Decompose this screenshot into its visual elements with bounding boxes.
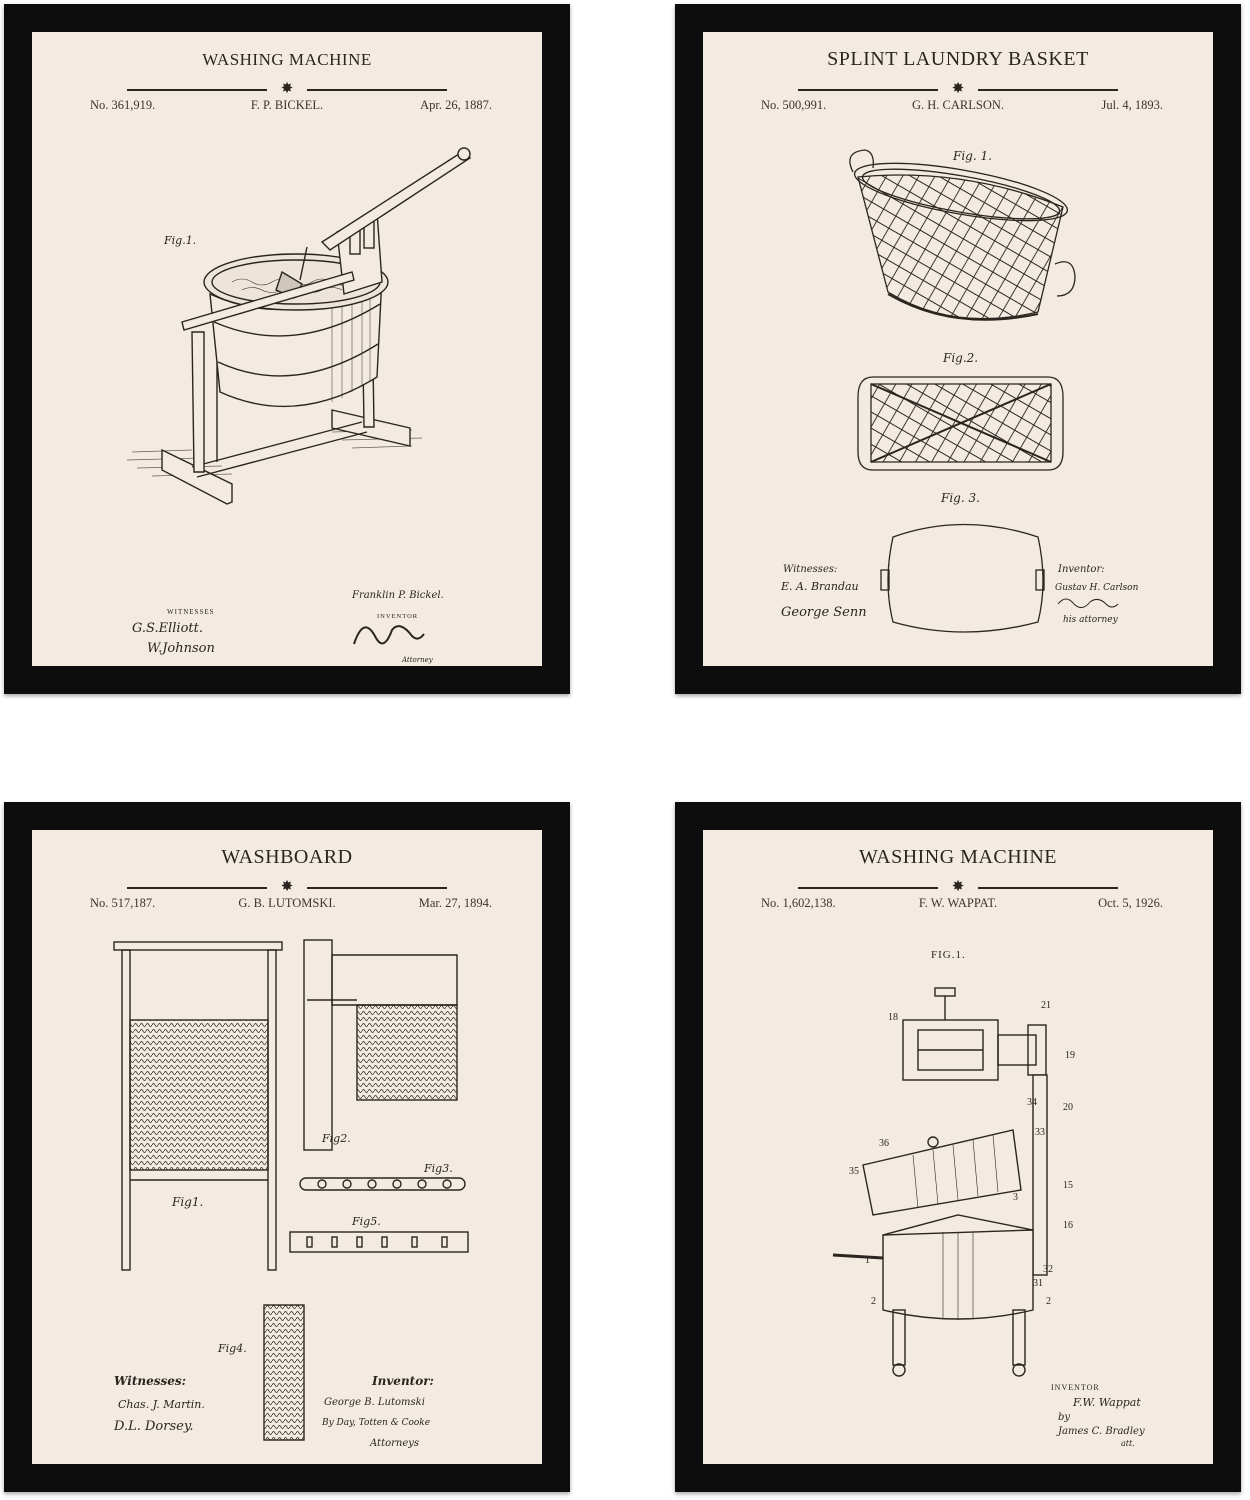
figure-4-label: Fig4.: [218, 1342, 247, 1355]
frame-washing-machine-1887: [4, 4, 570, 694]
svg-text:33: 33: [1035, 1127, 1045, 1138]
witnesses-heading: Witnesses:: [783, 564, 838, 575]
witness-signature-1: G.S.Elliott.: [132, 621, 203, 636]
figure-1-label: Fig1.: [172, 1195, 204, 1209]
attorney-line-1: by: [1058, 1412, 1071, 1423]
inventor-name: G. H. CARLSON.: [911, 98, 1005, 112]
inventor-signature: Gustav H. Carlson: [1055, 583, 1139, 593]
witness-signature-1: E. A. Brandau: [781, 580, 859, 593]
svg-text:18: 18: [888, 1012, 898, 1023]
svg-text:16: 16: [1063, 1220, 1073, 1231]
figure-3-label: Fig3.: [424, 1162, 453, 1175]
poster-title: WASHING MACHINE: [858, 846, 1058, 868]
svg-text:19: 19: [1065, 1050, 1075, 1061]
attorney-label: Attorney: [402, 656, 433, 664]
figure-label: FIG.1.: [931, 949, 966, 961]
figure-2-label: Fig2.: [322, 1132, 351, 1145]
inventor-signature: Franklin P. Bickel.: [352, 590, 444, 601]
witness-signature-2: George Senn: [781, 605, 867, 620]
svg-text:35: 35: [849, 1166, 859, 1177]
figure-3-label: Fig. 3.: [941, 491, 980, 505]
svg-text:2: 2: [871, 1296, 876, 1307]
inventor-scrawl-signature: [354, 626, 424, 644]
poster-laundry-basket-1893: [703, 32, 1213, 666]
poster-title: WASHBOARD: [221, 846, 353, 868]
attorney-line-3: att.: [1121, 1439, 1135, 1448]
witness-signature-2: D.L. Dorsey.: [114, 1419, 194, 1434]
washboard-drawing: [32, 830, 542, 1464]
svg-text:34: 34: [1027, 1097, 1037, 1108]
patent-date: Mar. 27, 1894.: [418, 896, 492, 910]
patent-date: Jul. 4, 1893.: [1101, 98, 1163, 112]
inventor-heading: INVENTOR: [1051, 1383, 1100, 1392]
patent-date: Oct. 5, 1926.: [1098, 896, 1163, 910]
poster-washing-machine-1926: [703, 830, 1213, 1464]
poster-washboard-1894: [32, 830, 542, 1464]
witnesses-heading: WITNESSES: [167, 608, 215, 616]
svg-text:32: 32: [1043, 1264, 1053, 1275]
inventor-name: F. P. BICKEL.: [250, 98, 324, 112]
attorney-line-2: James C. Bradley: [1058, 1426, 1145, 1437]
attorney-line: his attorney: [1063, 615, 1118, 625]
wringer-machine-drawing: [703, 830, 1213, 1464]
poster-washing-machine-1887: [32, 32, 542, 666]
svg-text:31: 31: [1033, 1278, 1043, 1289]
patent-number: No. 1,602,138.: [761, 896, 836, 910]
frame-laundry-basket-1893: [675, 4, 1241, 694]
svg-text:20: 20: [1063, 1102, 1073, 1113]
frame-washboard-1894: [4, 802, 570, 1492]
poster-title: SPLINT LAUNDRY BASKET: [827, 48, 1089, 70]
washing-tub-drawing: [32, 32, 542, 666]
svg-text:15: 15: [1063, 1180, 1073, 1191]
svg-text:21: 21: [1041, 1000, 1051, 1011]
star-ornament-icon: ✸: [280, 81, 294, 97]
figure-2-label: Fig.2.: [943, 351, 979, 365]
patent-number: No. 361,919.: [90, 98, 156, 112]
star-ornament-icon: ✸: [951, 81, 965, 97]
attorney-line-2: Attorneys: [370, 1438, 420, 1449]
inventor-name: G. B. LUTOMSKI.: [238, 896, 336, 910]
frame-washing-machine-1926: [675, 802, 1241, 1492]
svg-text:36: 36: [879, 1138, 889, 1149]
star-ornament-icon: ✸: [951, 879, 965, 895]
svg-text:2: 2: [1046, 1296, 1051, 1307]
svg-text:3: 3: [1013, 1192, 1018, 1203]
inventor-heading: Inventor:: [1058, 564, 1105, 575]
attorney-scrawl-signature: [1058, 599, 1118, 608]
patent-date: Apr. 26, 1887.: [420, 98, 492, 112]
inventor-name: F. W. WAPPAT.: [918, 896, 998, 910]
inventor-heading: Inventor:: [372, 1374, 434, 1388]
patent-number: No. 517,187.: [90, 896, 156, 910]
inventor-signature: George B. Lutomski: [324, 1397, 425, 1408]
patent-number: No. 500,991.: [761, 98, 827, 112]
star-ornament-icon: ✸: [280, 879, 294, 895]
attorney-line-1: By Day, Totten & Cooke: [322, 1418, 431, 1428]
svg-text:1: 1: [865, 1255, 870, 1266]
witness-signature-1: Chas. J. Martin.: [118, 1398, 205, 1411]
basket-drawing: [703, 32, 1213, 666]
figure-5-label: Fig5.: [352, 1215, 381, 1228]
witnesses-heading: Witnesses:: [114, 1374, 187, 1388]
inventor-heading: INVENTOR: [377, 613, 419, 620]
poster-title: WASHING MACHINE: [202, 50, 372, 69]
figure-1-label: Fig. 1.: [953, 149, 992, 163]
witness-signature-2: W.Johnson: [147, 641, 215, 656]
inventor-signature: F.W. Wappat: [1073, 1396, 1141, 1409]
figure-label: Fig.1.: [164, 234, 197, 247]
